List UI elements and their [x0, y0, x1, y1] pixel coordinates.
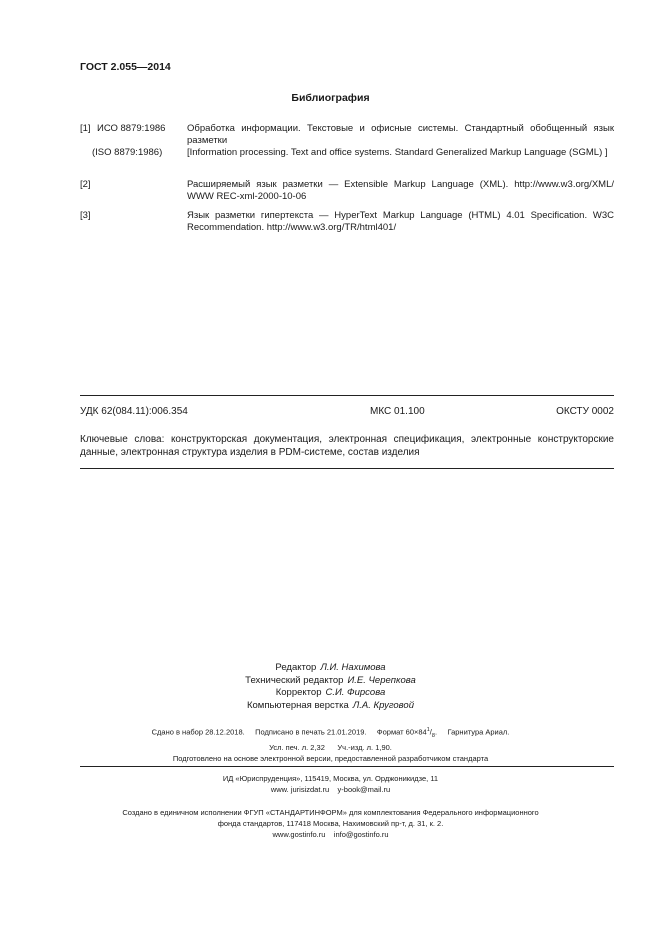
- staff-name: Л.А. Круговой: [352, 699, 414, 711]
- publisher-email[interactable]: y-book@mail.ru: [337, 785, 391, 794]
- staff-name: И.Е. Черепкова: [347, 674, 416, 686]
- staff-list: [0, 662, 661, 712]
- ref-text-3: Язык разметки гипертекста — HyperText Markup Language (HTML) 4.01 Specification. W3C Recommendation. http://www.w3.org/TR/html401/: [187, 210, 614, 233]
- imprint-line-3: Подготовлено на основе электронной версии, предоставленной разработчиком стандарта: [172, 754, 489, 763]
- divider-top: [80, 395, 614, 396]
- publisher-website[interactable]: www. jurisizdat.ru: [270, 785, 330, 794]
- staff-row: Компьютерная верстка Л.А. Круговой: [246, 699, 414, 711]
- publisher-block: [0, 773, 661, 795]
- divider-bottom: [80, 766, 614, 767]
- staff-name: Л.И. Нахимова: [320, 662, 386, 673]
- printer-contacts: [0, 829, 661, 840]
- publisher-contacts: [0, 784, 661, 795]
- imprint-line-2: Усл. печ. л. 2,32 Уч.-изд. л. 1,90.: [269, 743, 392, 752]
- printer-website[interactable]: www.gostinfo.ru: [272, 830, 326, 839]
- mks-code: МКС 01.100: [370, 406, 425, 417]
- staff-row: Технический редактор И.Е. Черепкова: [245, 674, 416, 686]
- imprint-line-1: Сдано в набор 28.12.2018. Подписано в печать 21.01.2019. Формат $60\times 84^1/_8$. Гарнитура Ариал.: [151, 727, 510, 739]
- printer-block: [0, 807, 661, 840]
- ref-number-1: [1]: [80, 123, 91, 134]
- printer-line-1: Создано в единичном исполнении ФГУП «СТАНДАРТИНФОРМ» для комплектования Федерального информационного: [122, 808, 539, 817]
- ref-number-2: [2]: [80, 179, 91, 190]
- staff-name: С.И. Фирсова: [325, 687, 386, 698]
- printer-email[interactable]: info@gostinfo.ru: [333, 830, 389, 839]
- document-code: ГОСТ 2.055—2014: [80, 61, 171, 73]
- ref-number-3: [3]: [80, 210, 91, 221]
- okstu-code: ОКСТУ 0002: [556, 406, 614, 417]
- staff-row: Корректор С.И. Фирсова: [275, 687, 386, 698]
- udk-code: УДК 62(084.11):006.354: [80, 406, 188, 417]
- divider-mid: [80, 468, 614, 469]
- publisher-address: ИД «Юриспруденция», 115419, Москва, ул. Орджоникидзе, 11: [222, 774, 439, 783]
- ref-text-1: Обработка информации. Текстовые и офисные системы. Стандартный обобщенный язык разметки: [187, 123, 614, 146]
- ref-code-en-1: (ISO 8879:1986): [92, 147, 163, 158]
- keywords: Ключевые слова: конструкторская документация, электронная спецификация, электронные конструкторские данные, электронная структура изделия в PDM-системе, состав изделия: [80, 434, 614, 458]
- ref-text-en-1: [Information processing. Text and office systems. Standard Generalized Markup Language (SGML) ]: [187, 147, 608, 158]
- printer-line-2: фонда стандартов, 117418 Москва, Нахимовский пр-т, д. 31, к. 2.: [217, 819, 444, 828]
- imprint-block: [0, 725, 661, 764]
- bibliography-title: Библиография: [291, 92, 370, 104]
- staff-row: Редактор Л.И. Нахимова: [275, 662, 386, 673]
- ref-text-2: Расширяемый язык разметки — Extensible Markup Language (XML). http://www.w3.org/XML/ WWW REC-xml-2000-10-06: [187, 179, 614, 202]
- ref-code-1: ИСО 8879:1986: [97, 123, 166, 134]
